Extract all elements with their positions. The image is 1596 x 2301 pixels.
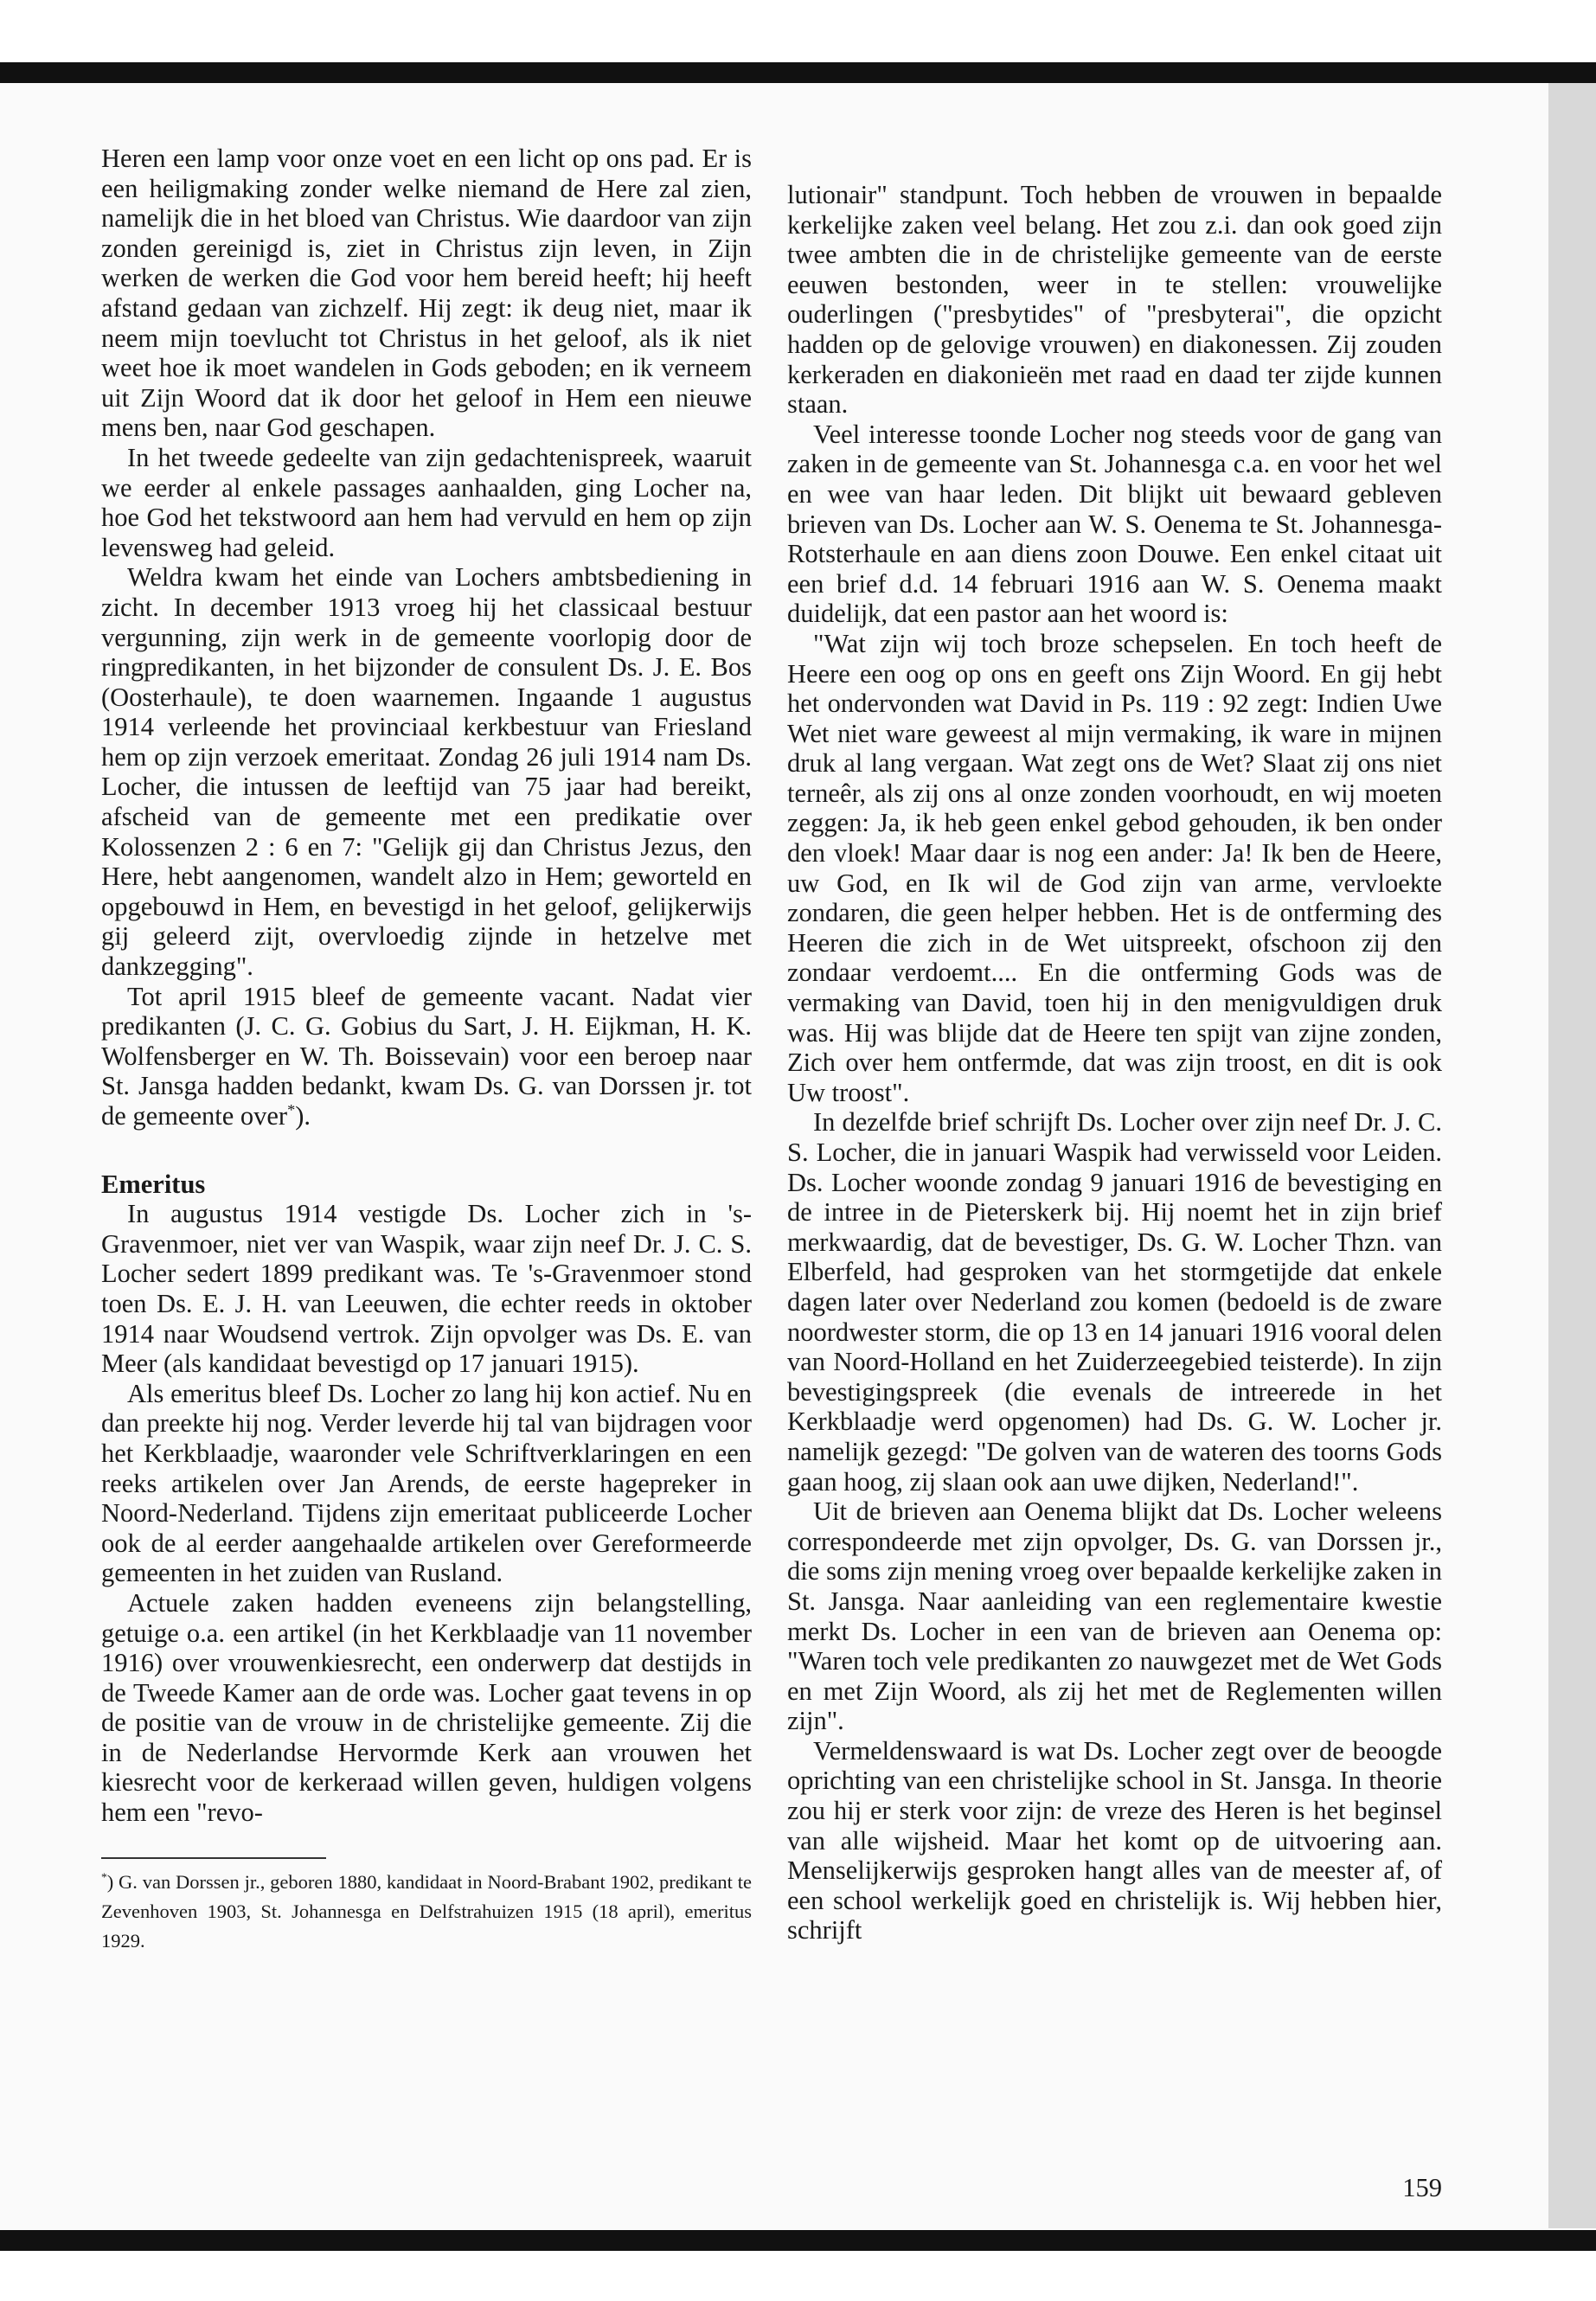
scan-top-margin (0, 0, 1596, 67)
paragraph: In het tweede gedeelte van zijn gedachtenispreek, waaruit we eerder al enkele passages aanhaalden, ging Locher na, hoe God het tekstwoord aan hem had vervuld en hem op zijn levensweg had geleid. (101, 442, 752, 562)
left-column (101, 144, 752, 1956)
book-page (0, 83, 1548, 2230)
paragraph: Actuele zaken hadden eveneens zijn belangstelling, getuige o.a. een artikel (in het Kerkblaadje van 11 november 1916) over vrouwenkiesrecht, een onderwerp dat destijds in de Tweede Kamer aan de orde was. Locher gaat tevens in op de positie van de vrouw in de christelijke gemeente. Zij die in de Nederlandse Hervormde Kerk aan vrouwen het kiesrecht voor de kerkeraad willen geven, huldigen volgens hem een "revo- (101, 1587, 752, 1828)
paragraph-with-footnote-ref (101, 982, 752, 1131)
paragraph: lutionair" standpunt. Toch hebben de vrouwen in bepaalde kerkelijke zaken veel belang. Het zou z.i. dan ook goed zijn twee ambten die in de christelijke gemeente van de eerste eeuwen bestonden, weer in te stellen: vrouwelijke ouderlingen ("presbytides" of "presbyterai", die opzicht hadden op de gelovige vrouwen) en diakonessen. Zij zouden kerkeraden en diakonieën met raad en daad ter zijde kunnen staan. (787, 180, 1442, 420)
footnote-reference: * (287, 1100, 296, 1118)
scan-right-edge (1548, 83, 1596, 2228)
paragraph: In dezelfde brief schrijft Ds. Locher over zijn neef Dr. J. C. S. Locher, die in januari Waspik had verwisseld voor Leiden. Ds. Locher woonde zondag 9 januari 1916 de bevestiging en de intree in de Pieterskerk bij. Hij noemt het in zijn brief merkwaardig, dat de bevestiger, Ds. G. W. Locher Thzn. van Elberfeld, had gesproken van het stormgetijde dat enkele dagen later over Nederland zou komen (bedoeld is de zware noordwester storm, die op 13 en 14 januari 1916 vooral delen van Noord-Holland en het Zuiderzeegebied teisterde). In zijn bevestigingspreek (die evenals de intreerede in het Kerkblaadje werd opgenomen) had Ds. G. W. Locher jr. namelijk gezegd: "De golven van de wateren des toorns Gods gaan hoog, zij slaan ook aan uwe dijken, Nederland!". (787, 1107, 1442, 1497)
right-column (787, 180, 1442, 1945)
paragraph: Uit de brieven aan Oenema blijkt dat Ds. Locher weleens correspondeerde met zijn opvolger, Ds. G. van Dorssen jr., die soms zijn mening vroeg over bepaalde kerkelijke zaken in St. Jansga. Naar aanleiding van een reglementaire kwestie merkt Ds. Locher in een van de brieven aan Oenema op: "Waren toch vele predikanten zo nauwgezet met de Wet Gods en met Zijn Woord, als zij het met de Reglementen willen zijn". (787, 1497, 1442, 1736)
scan-bottom-border (0, 2230, 1596, 2251)
section-heading: Emeritus (101, 1169, 206, 1199)
scan-top-border (0, 62, 1596, 83)
paragraph-text-end: ). (295, 1101, 311, 1131)
paragraph: Als emeritus bleef Ds. Locher zo lang hij kon actief. Nu en dan preekte hij nog. Verder leverde hij tal van bijdragen voor het Kerkblaadje, waaronder vele Schriftverklaringen en een reeks artikelen over Jan Arends, de eerste hagepreker in Noord-Nederland. Tijdens zijn emeritaat publiceerde Locher ook de al eerder aangehaalde artikelen over Gereformeerde gemeenten in het zuiden van Rusland. (101, 1378, 752, 1588)
paragraph: Heren een lamp voor onze voet en een licht op ons pad. Er is een heiligmaking zonder welke niemand de Here zal zien, namelijk die in het bloed van Christus. Wie daardoor van zijn zonden gereinigd is, ziet in Christus zijn leven, in Zijn werken de werken die God voor hem bereid heeft; hij heeft afstand gedaan van zichzelf. Hij zegt: ik deug niet, maar ik neem mijn toevlucht tot Christus in het geloof, als ik niet weet hoe ik moet wandelen in Gods geboden; en ik verneem uit Zijn Woord dat ik door het geloof in Hem een nieuwe mens ben, naar God geschapen. (101, 144, 752, 443)
quoted-letter: "Wat zijn wij toch broze schepselen. En toch heeft de Heere een oog op ons en geeft ons Zijn Woord. En gij hebt het ondervonden wat David in Ps. 119 : 92 zegt: Indien Uwe Wet niet ware geweest al mijn vermaking, ik ware in mijnen druk al lang vergaan. Wat zegt ons de Wet? Slaat zij ons niet terneêr, als zij ons al onze zonden voorhoudt, en wij moeten zeggen: Ja, ik heb geen enkel gebod gehouden, ik ben onder den vloek! Maar daar is nog een ander: Ja! Ik ben de Heere, uw God, en Ik wil de God zijn van arme, vervloekte zondaren, die geen helper hebben. Het is de ontferming des Heeren die zich in de Wet uitspreekt, ofschoon zij den zondaar verdoemt.... En die ontferming Gods was de vermaking van David, toen hij in den menigvuldigen druk was. Hij was blijde dat de Heere ten spijt van zijne zonden, Zich over hem ontfermde, dat was zijn troost, en dit is ook Uw troost". (787, 628, 1442, 1107)
paragraph: Weldra kwam het einde van Lochers ambtsbediening in zicht. In december 1913 vroeg hij het classicaal bestuur vergunning, zijn werk in de gemeente voorlopig door de ringpredikanten, in het bijzonder de consulent Ds. J. E. Bos (Oosterhaule), te doen waarnemen. Ingaande 1 augustus 1914 verleende het provinciaal kerkbestuur van Friesland hem op zijn verzoek emeritaat. Zondag 26 juli 1914 nam Ds. Locher, die intussen de leeftijd van 75 jaar had bereikt, afscheid van de gemeente met een predikatie over Kolossenzen 2 : 6 en 7: "Gelijk gij dan Christus Jezus, den Here, hebt aangenomen, wandelt alzo in Hem; geworteld en opgebouwd in Hem, en bevestigd in het geloof, gelijkerwijs gij geleerd zijt, overvloedig zijnde in hetzelve met dankzegging". (101, 562, 752, 982)
paragraph: Vermeldenswaard is wat Ds. Locher zegt over de beoogde oprichting van een christelijke school in St. Jansga. In theorie zou hij er sterk voor zijn: de vreze des Heren is het beginsel van alle wijsheid. Maar het komt op de uitvoering aan. Menselijkerwijs gesproken hangt alles van de meester af, of een school werkelijk goed en christelijk is. Wij hebben hier, schrijft (787, 1735, 1442, 1945)
footnote (101, 1868, 752, 1956)
footnote-marker: * (101, 1870, 107, 1884)
footnote-divider (101, 1857, 326, 1859)
paragraph-text: Tot april 1915 bleef de gemeente vacant. Nadat vier predikanten (J. C. G. Gobius du Sart, J. H. Eijkman, H. K. Wolfensberger en W. Th. Boissevain) voor een beroep naar St. Jansga hadden bedankt, kwam Ds. G. van Dorssen jr. tot de gemeente over (101, 981, 752, 1131)
page-number: 159 (1402, 2173, 1442, 2202)
footnote-text: ) G. van Dorssen jr., geboren 1880, kandidaat in Noord-Brabant 1902, predikant te Zevenhoven 1903, St. Johannesga en Delfstrahuizen 1915 (18 april), emeritus 1929. (101, 1870, 752, 1952)
paragraph: Veel interesse toonde Locher nog steeds voor de gang van zaken in de gemeente van St. Johannesga c.a. en voor het wel en wee van haar leden. Dit blijkt uit bewaard gebleven brieven van Ds. Locher aan W. S. Oenema te St. Johannesga-Rotsterhaule en aan diens zoon Douwe. Een enkel citaat uit een brief d.d. 14 februari 1916 aan W. S. Oenema maakt duidelijk, dat een pastor aan het woord is: (787, 419, 1442, 629)
paragraph: In augustus 1914 vestigde Ds. Locher zich in 's-Gravenmoer, niet ver van Waspik, waar zijn neef Dr. J. C. S. Locher sedert 1899 predikant was. Te 's-Gravenmoer stond toen Ds. E. J. H. van Leeuwen, die echter reeds in oktober 1914 naar Woudsend vertrok. Zijn opvolger was Ds. E. van Meer (als kandidaat bevestigd op 17 januari 1915). (101, 1199, 752, 1379)
